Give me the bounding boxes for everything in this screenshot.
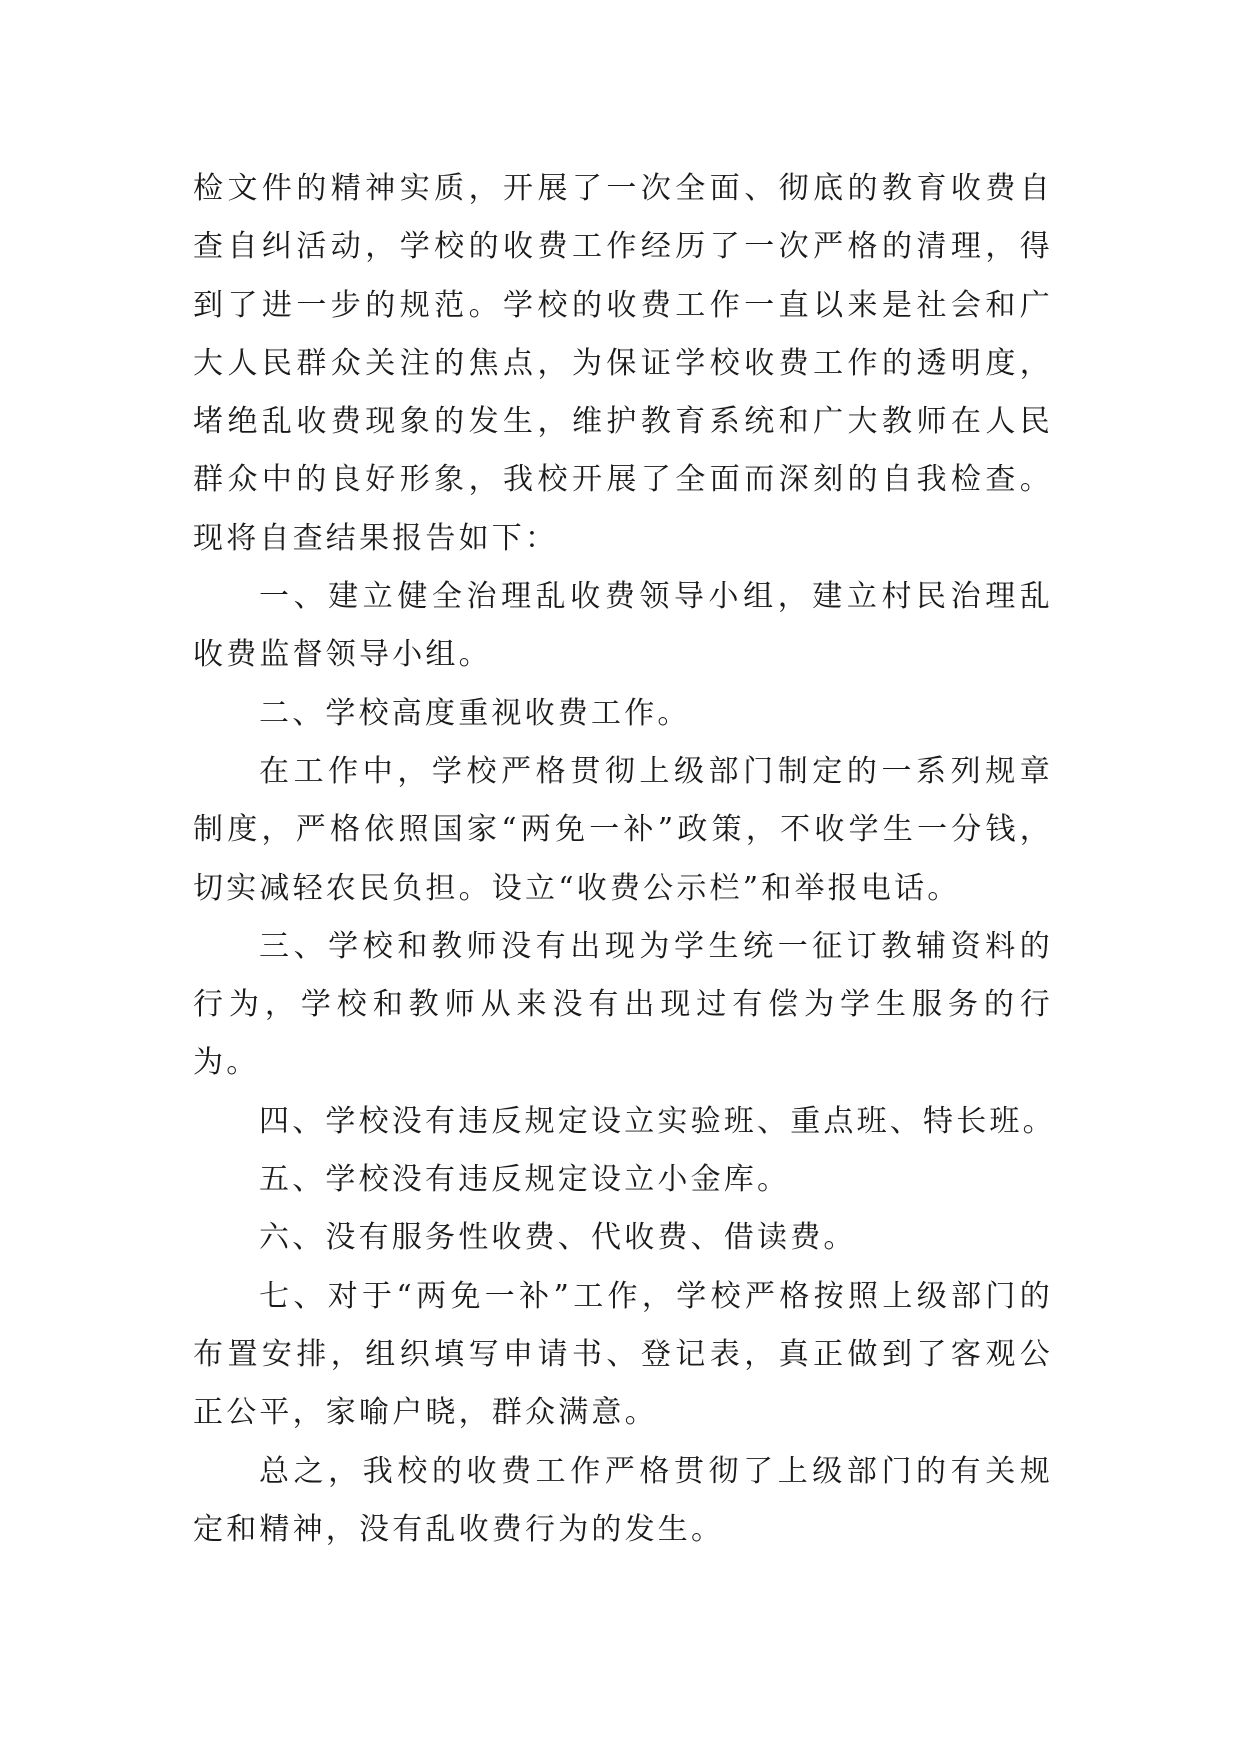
document-body xyxy=(193,160,1056,1559)
paragraph-item-2-detail: 在工作中，学校严格贯彻上级部门制定的一系列规章制度，严格依照国家“两免一补”政策，不收学生一分钱，切实减轻农民负担。设立“收费公示栏”和举报电话。 xyxy=(193,753,1053,906)
paragraph-item-2: 二、学校高度重视收费工作。 xyxy=(259,695,691,731)
paragraph-item-4: 四、学校没有违反规定设立实验班、重点班、特长班。 xyxy=(259,1103,1056,1139)
paragraph-conclusion: 总之，我校的收费工作严格贯彻了上级部门的有关规定和精神，没有乱收费行为的发生。 xyxy=(193,1453,1053,1547)
paragraph-item-5: 五、学校没有违反规定设立小金库。 xyxy=(259,1162,791,1198)
paragraph-item-6: 六、没有服务性收费、代收费、借读费。 xyxy=(259,1220,857,1256)
paragraph-item-7: 七、对于“两免一补”工作，学校严格按照上级部门的布置安排，组织填写申请书、登记表，真正做到了客观公正公平，家喻户晓，群众满意。 xyxy=(193,1278,1053,1431)
paragraph-item-3: 三、学校和教师没有出现为学生统一征订教辅资料的行为，学校和教师从来没有出现过有偿为学生服务的行为。 xyxy=(193,928,1053,1081)
paragraph-intro: 检文件的精神实质，开展了一次全面、彻底的教育收费自查自纠活动，学校的收费工作经历了一次严格的清理，得到了进一步的规范。学校的收费工作一直以来是社会和广大人民群众关注的焦点，为保证学校收费工作的透明度，堵绝乱收费现象的发生，维护教育系统和广大教师在人民群众中的良好形象，我校开展了全面而深刻的自我检查。现将自查结果报告如下： xyxy=(193,171,1053,556)
paragraph-item-1: 一、建立健全治理乱收费领导小组，建立村民治理乱收费监督领导小组。 xyxy=(193,579,1053,673)
